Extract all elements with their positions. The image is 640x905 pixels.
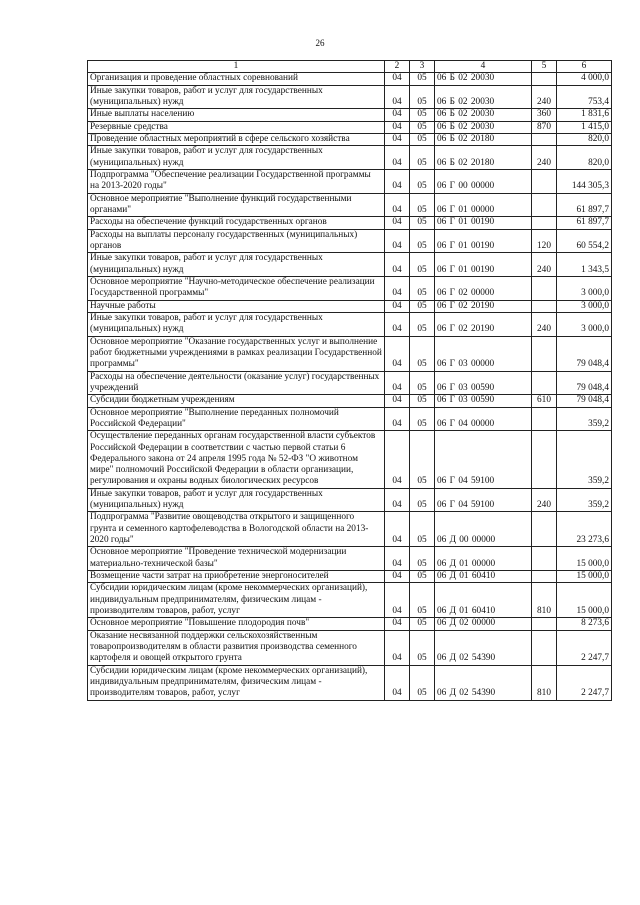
table-row — [88, 133, 612, 145]
row-col-5 — [532, 431, 557, 489]
row-sum: 61 897,7 — [557, 193, 612, 217]
column-header-4: 4 — [435, 61, 532, 73]
row-sum: 15 000,0 — [557, 547, 612, 571]
row-col-3: 05 — [410, 85, 435, 109]
row-col-5 — [532, 630, 557, 665]
row-col-5 — [532, 193, 557, 217]
row-col-2: 04 — [385, 253, 410, 277]
table-row — [88, 109, 612, 121]
row-code: 06 Б 02 20180 — [435, 133, 532, 145]
row-col-2: 04 — [385, 73, 410, 85]
table-row — [88, 395, 612, 407]
row-col-2: 04 — [385, 276, 410, 300]
row-sum: 3 000,0 — [557, 312, 612, 336]
row-code: 06 Д 00 00000 — [435, 512, 532, 547]
row-sum: 79 048,4 — [557, 395, 612, 407]
table-row — [88, 253, 612, 277]
row-name: Основное мероприятие "Оказание государственных услуг и выполнение работ бюджетными учреждениями в рамках реализации Государственной программы" — [88, 336, 385, 371]
row-name: Подпрограмма "Обеспечение реализации Государственной программы на 2013-2020 годы" — [88, 169, 385, 193]
budget-table — [87, 60, 612, 701]
row-col-3: 05 — [410, 407, 435, 431]
row-col-2: 04 — [385, 488, 410, 512]
table-row — [88, 193, 612, 217]
row-col-3: 05 — [410, 336, 435, 371]
row-name: Возмещение части затрат на приобретение энергоносителей — [88, 571, 385, 583]
row-col-3: 05 — [410, 169, 435, 193]
column-header-3: 3 — [410, 61, 435, 73]
table-row — [88, 547, 612, 571]
row-col-2: 04 — [385, 630, 410, 665]
row-sum: 359,2 — [557, 407, 612, 431]
table-row — [88, 169, 612, 193]
row-col-5: 360 — [532, 109, 557, 121]
row-col-2: 04 — [385, 169, 410, 193]
row-sum: 359,2 — [557, 488, 612, 512]
row-code: 06 Г 03 00590 — [435, 395, 532, 407]
row-name: Иные закупки товаров, работ и услуг для государственных (муниципальных) нужд — [88, 253, 385, 277]
row-name: Научные работы — [88, 300, 385, 312]
row-code: 06 Г 01 00190 — [435, 253, 532, 277]
row-name: Основное мероприятие "Выполнение функций государственными органами" — [88, 193, 385, 217]
row-code: 06 Г 03 00590 — [435, 371, 532, 395]
row-col-5 — [532, 547, 557, 571]
row-code: 06 Д 01 60410 — [435, 571, 532, 583]
row-name: Иные закупки товаров, работ и услуг для государственных (муниципальных) нужд — [88, 146, 385, 170]
row-col-3: 05 — [410, 665, 435, 700]
row-sum: 2 247,7 — [557, 630, 612, 665]
row-col-5: 240 — [532, 312, 557, 336]
row-col-2: 04 — [385, 133, 410, 145]
row-code: 06 Г 04 00000 — [435, 407, 532, 431]
row-code: 06 Д 02 54390 — [435, 630, 532, 665]
row-sum: 753,4 — [557, 85, 612, 109]
row-col-5 — [532, 618, 557, 630]
row-name: Субсидии юридическим лицам (кроме некоммерческих организаций), индивидуальным предпринимателям, физическим лицам - производителям товаров, работ, услуг — [88, 665, 385, 700]
row-sum: 3 000,0 — [557, 300, 612, 312]
row-name: Иные закупки товаров, работ и услуг для государственных (муниципальных) нужд — [88, 85, 385, 109]
row-sum: 1 831,6 — [557, 109, 612, 121]
row-col-3: 05 — [410, 300, 435, 312]
row-code: 06 Г 04 59100 — [435, 488, 532, 512]
row-col-3: 05 — [410, 217, 435, 229]
row-sum: 1 415,0 — [557, 121, 612, 133]
row-code: 06 Б 02 20180 — [435, 146, 532, 170]
row-col-5 — [532, 169, 557, 193]
row-col-3: 05 — [410, 146, 435, 170]
row-name: Субсидии юридическим лицам (кроме некоммерческих организаций), индивидуальным предпринимателям, физическим лицам - производителям товаров, работ, услуг — [88, 583, 385, 618]
row-name: Основное мероприятие "Научно-методическое обеспечение реализации Государственной программы" — [88, 276, 385, 300]
row-col-3: 05 — [410, 431, 435, 489]
row-code: 06 Г 03 00000 — [435, 336, 532, 371]
row-code: 06 Г 02 20190 — [435, 300, 532, 312]
row-name: Основное мероприятие "Проведение технической модернизации материально-технической базы" — [88, 547, 385, 571]
row-sum: 1 343,5 — [557, 253, 612, 277]
row-col-3: 05 — [410, 547, 435, 571]
table-row — [88, 312, 612, 336]
row-code: 06 Г 01 00190 — [435, 217, 532, 229]
table-row — [88, 371, 612, 395]
row-sum: 79 048,4 — [557, 336, 612, 371]
row-sum: 3 000,0 — [557, 276, 612, 300]
row-col-3: 05 — [410, 276, 435, 300]
row-col-3: 05 — [410, 488, 435, 512]
row-col-5: 810 — [532, 665, 557, 700]
row-col-3: 05 — [410, 109, 435, 121]
row-sum: 61 897,7 — [557, 217, 612, 229]
table-row — [88, 665, 612, 700]
row-col-2: 04 — [385, 312, 410, 336]
table-row — [88, 336, 612, 371]
table-row — [88, 618, 612, 630]
row-col-5 — [532, 276, 557, 300]
row-name: Расходы на обеспечение функций государственных органов — [88, 217, 385, 229]
table-row — [88, 229, 612, 253]
row-col-2: 04 — [385, 583, 410, 618]
table-row — [88, 571, 612, 583]
row-col-5 — [532, 217, 557, 229]
row-name: Основное мероприятие "Выполнение переданных полномочий Российской Федерации" — [88, 407, 385, 431]
row-name: Проведение областных мероприятий в сфере сельского хозяйства — [88, 133, 385, 145]
row-sum: 359,2 — [557, 431, 612, 489]
row-name: Иные выплаты населению — [88, 109, 385, 121]
table-row — [88, 85, 612, 109]
row-col-5: 240 — [532, 253, 557, 277]
row-col-2: 04 — [385, 109, 410, 121]
column-header-1: 1 — [88, 61, 385, 73]
row-col-3: 05 — [410, 512, 435, 547]
table-header-row — [88, 61, 612, 73]
table-row — [88, 217, 612, 229]
row-col-2: 04 — [385, 146, 410, 170]
row-col-2: 04 — [385, 571, 410, 583]
column-header-5: 5 — [532, 61, 557, 73]
row-col-3: 05 — [410, 253, 435, 277]
table-row — [88, 488, 612, 512]
row-code: 06 Б 02 20030 — [435, 85, 532, 109]
table-row — [88, 121, 612, 133]
row-sum: 820,0 — [557, 133, 612, 145]
row-code: 06 Д 01 00000 — [435, 547, 532, 571]
table-row — [88, 431, 612, 489]
row-col-5: 810 — [532, 583, 557, 618]
row-code: 06 Г 01 00190 — [435, 229, 532, 253]
row-sum: 60 554,2 — [557, 229, 612, 253]
row-name: Осуществление переданных органам государственной власти субъектов Российской Федерации в соответствии с частью первой статьи 6 Федерального закона от 24 апреля 1995 года № 52-ФЗ "О животном мире" полномочий Российской Федерации в области организации, регулирования и охраны водных биологических ресурсов — [88, 431, 385, 489]
row-sum: 820,0 — [557, 146, 612, 170]
row-col-5: 240 — [532, 146, 557, 170]
row-col-5: 240 — [532, 488, 557, 512]
row-col-2: 04 — [385, 336, 410, 371]
row-col-5 — [532, 371, 557, 395]
row-name: Иные закупки товаров, работ и услуг для государственных (муниципальных) нужд — [88, 488, 385, 512]
column-header-2: 2 — [385, 61, 410, 73]
row-col-2: 04 — [385, 407, 410, 431]
row-name: Резервные средства — [88, 121, 385, 133]
row-sum: 4 000,0 — [557, 73, 612, 85]
row-col-2: 04 — [385, 512, 410, 547]
row-col-5 — [532, 336, 557, 371]
column-header-6: 6 — [557, 61, 612, 73]
row-col-2: 04 — [385, 229, 410, 253]
row-code: 06 Д 02 00000 — [435, 618, 532, 630]
row-name: Подпрограмма "Развитие овощеводства открытого и защищенного грунта и семенного картофелеводства в Вологодской области на 2013-2020 годы" — [88, 512, 385, 547]
row-code: 06 Б 02 20030 — [435, 73, 532, 85]
row-name: Оказание несвязанной поддержки сельскохозяйственным товаропроизводителям в области развития производства семенного картофеля и овощей открытого грунта — [88, 630, 385, 665]
row-name: Расходы на обеспечение деятельности (оказание услуг) государственных учреждений — [88, 371, 385, 395]
row-col-5: 870 — [532, 121, 557, 133]
row-col-3: 05 — [410, 193, 435, 217]
row-col-2: 04 — [385, 371, 410, 395]
row-col-5: 120 — [532, 229, 557, 253]
row-col-5: 240 — [532, 85, 557, 109]
row-col-2: 04 — [385, 300, 410, 312]
row-code: 06 Б 02 20030 — [435, 121, 532, 133]
table-row — [88, 407, 612, 431]
table-row — [88, 583, 612, 618]
row-col-5 — [532, 407, 557, 431]
row-sum: 23 273,6 — [557, 512, 612, 547]
row-col-3: 05 — [410, 229, 435, 253]
row-sum: 79 048,4 — [557, 371, 612, 395]
row-col-2: 04 — [385, 121, 410, 133]
row-col-3: 05 — [410, 312, 435, 336]
table-body — [88, 73, 612, 700]
row-col-3: 05 — [410, 395, 435, 407]
row-col-3: 05 — [410, 133, 435, 145]
row-col-5: 610 — [532, 395, 557, 407]
row-col-3: 05 — [410, 371, 435, 395]
row-code: 06 Г 01 00000 — [435, 193, 532, 217]
row-col-2: 04 — [385, 547, 410, 571]
row-col-3: 05 — [410, 121, 435, 133]
table-row — [88, 300, 612, 312]
row-name: Субсидии бюджетным учреждениям — [88, 395, 385, 407]
row-name: Расходы на выплаты персоналу государственных (муниципальных) органов — [88, 229, 385, 253]
row-code: 06 Б 02 20030 — [435, 109, 532, 121]
row-sum: 15 000,0 — [557, 583, 612, 618]
row-sum: 15 000,0 — [557, 571, 612, 583]
row-col-2: 04 — [385, 665, 410, 700]
row-sum: 144 305,3 — [557, 169, 612, 193]
row-name: Основное мероприятие "Повышение плодородия почв" — [88, 618, 385, 630]
row-sum: 2 247,7 — [557, 665, 612, 700]
row-col-2: 04 — [385, 395, 410, 407]
row-col-2: 04 — [385, 193, 410, 217]
row-code: 06 Г 00 00000 — [435, 169, 532, 193]
row-col-2: 04 — [385, 85, 410, 109]
row-code: 06 Г 04 59100 — [435, 431, 532, 489]
row-sum: 8 273,6 — [557, 618, 612, 630]
table-row — [88, 276, 612, 300]
row-name: Иные закупки товаров, работ и услуг для государственных (муниципальных) нужд — [88, 312, 385, 336]
row-col-2: 04 — [385, 217, 410, 229]
row-col-5 — [532, 73, 557, 85]
row-col-5 — [532, 300, 557, 312]
row-code: 06 Г 02 20190 — [435, 312, 532, 336]
row-col-3: 05 — [410, 73, 435, 85]
table-row — [88, 73, 612, 85]
row-col-3: 05 — [410, 630, 435, 665]
row-code: 06 Г 02 00000 — [435, 276, 532, 300]
page-number: 26 — [315, 38, 325, 48]
row-col-3: 05 — [410, 618, 435, 630]
row-col-3: 05 — [410, 571, 435, 583]
row-col-5 — [532, 571, 557, 583]
row-code: 06 Д 02 54390 — [435, 665, 532, 700]
table-row — [88, 630, 612, 665]
row-col-3: 05 — [410, 583, 435, 618]
row-col-2: 04 — [385, 618, 410, 630]
row-col-5 — [532, 133, 557, 145]
row-col-2: 04 — [385, 431, 410, 489]
row-code: 06 Д 01 60410 — [435, 583, 532, 618]
row-name: Организация и проведение областных соревнований — [88, 73, 385, 85]
row-col-5 — [532, 512, 557, 547]
table-row — [88, 512, 612, 547]
table-row — [88, 146, 612, 170]
